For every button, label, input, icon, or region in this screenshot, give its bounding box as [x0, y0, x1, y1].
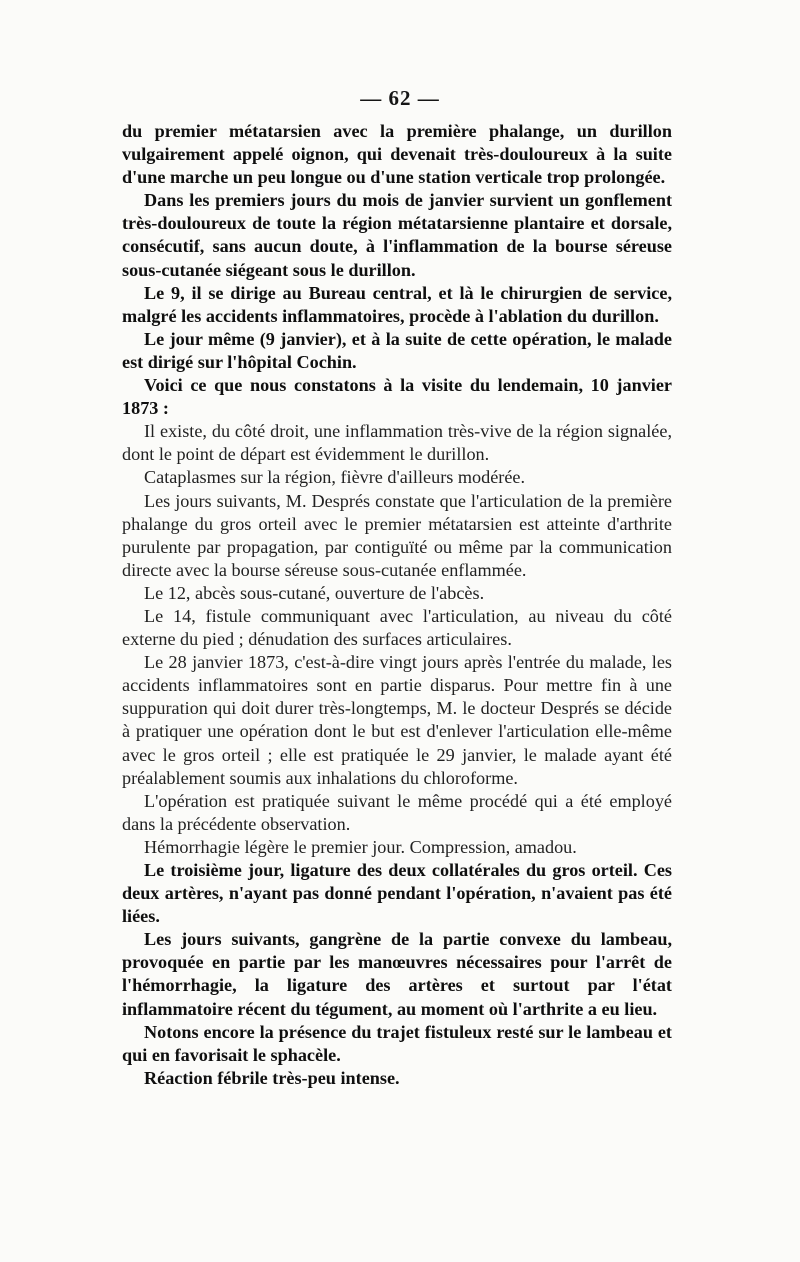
paragraph: du premier métatarsien avec la première phalange, un durillon vulgairement appelé oignon, qui devenait très-douloureux à la suite d'une marche un peu longue ou d'une station verticale trop prolongée.: [122, 121, 672, 188]
paragraph: Dans les premiers jours du mois de janvier survient un gonflement très-douloureux de toute la région métatarsienne plantaire et dorsale, consécutif, sans aucun doute, à l'inflammation de la bourse séreuse sous-cutanée siégeant sous le durillon.: [122, 190, 672, 280]
paragraph: Le 14, fistule communiquant avec l'articulation, au niveau du côté externe du pied ; dénudation des surfaces articulaires.: [122, 605, 672, 650]
paragraph: Le 9, il se dirige au Bureau central, et là le chirurgien de service, malgré les accidents inflammatoires, procède à l'ablation du durillon.: [122, 282, 672, 326]
paragraph: Le 28 janvier 1873, c'est-à-dire vingt jours après l'entrée du malade, les accidents inflammatoires sont en partie disparus. Pour mettre fin à une suppuration qui doit durer très-longtemps, M. le docteur Després se décide à pratiquer une opération dont le but est d'enlever l'articulation elle-même avec le gros orteil ; elle est pratiquée le 29 janvier, le malade ayant été préalablement soumis aux inhalations du chloroforme.: [122, 652, 672, 788]
page-number: — 62 —: [360, 86, 440, 110]
paragraph: Réaction fébrile très-peu intense.: [144, 1067, 400, 1088]
body-text: [122, 120, 672, 1090]
paragraph: Cataplasmes sur la région, fièvre d'ailleurs modérée.: [144, 467, 526, 488]
paragraph: Il existe, du côté droit, une inflammation très-vive de la région signalée, dont le point de départ est évidemment le durillon.: [122, 421, 672, 465]
paragraph: Les jours suivants, gangrène de la partie convexe du lambeau, provoquée en partie par les manœuvres nécessaires pour l'arrêt de l'hémorrhagie, la ligature des artères et surtout par l'état inflammatoire récent du tégument, au moment où l'arthrite a eu lieu.: [122, 929, 672, 1019]
paragraph: Voici ce que nous constatons à la visite du lendemain, 10 janvier 1873 :: [122, 375, 672, 419]
paragraph: Le jour même (9 janvier), et à la suite de cette opération, le malade est dirigé sur l'hôpital Cochin.: [122, 328, 672, 372]
paragraph: Le 12, abcès sous-cutané, ouverture de l'abcès.: [144, 582, 485, 603]
paragraph: Les jours suivants, M. Després constate que l'articulation de la première phalange du gros orteil avec le premier métatarsien est atteinte d'arthrite purulente par propagation, par contiguïté ou même par la communication directe avec la bourse séreuse sous-cutanée enflammée.: [122, 490, 672, 580]
paragraph: Le troisième jour, ligature des deux collatérales du gros orteil. Ces deux artères, n'ayant pas donné pendant l'opération, n'avaient pas été liées.: [122, 860, 672, 927]
paragraph: Hémorrhagie légère le premier jour. Compression, amadou.: [144, 836, 577, 857]
paragraph: L'opération est pratiquée suivant le même procédé qui a été employé dans la précédente observation.: [122, 790, 672, 834]
paragraph: Notons encore la présence du trajet fistuleux resté sur le lambeau et qui en favorisait le sphacèle.: [122, 1021, 672, 1065]
